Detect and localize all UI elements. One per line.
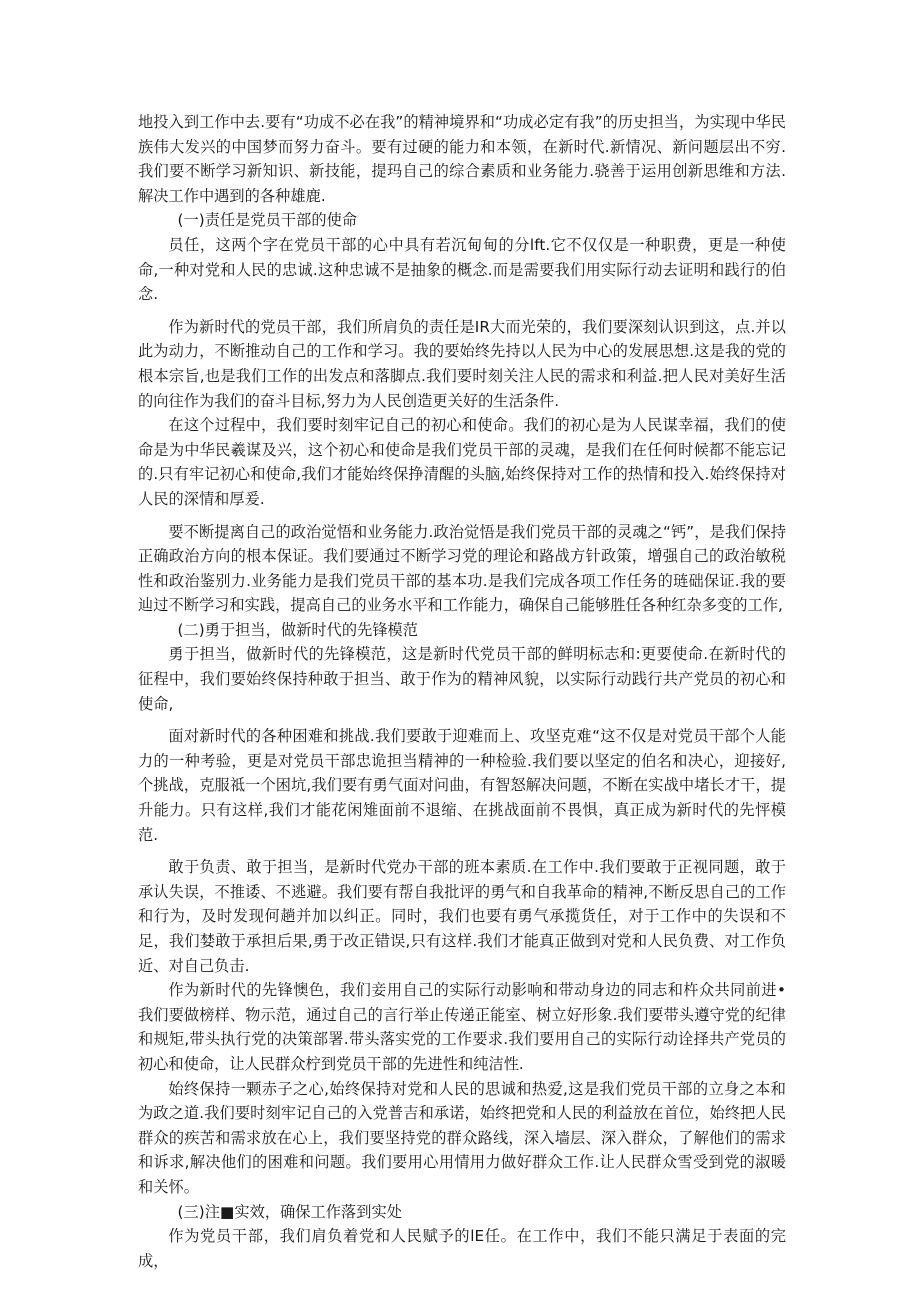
paragraph: 勇于担当，做新时代的先锋模范，这是新时代党员干部的鲜明标志和:更要使命.在新时代的征程中，我们要始终保持种敢于担当、敢于作为的精神风貌，以实际行动践行共产党员的初心和使命, (138, 645, 786, 713)
section-heading-3: (三)注■实效，确保工作落到实处 (177, 1202, 402, 1221)
paragraph-intro: 地投入到工作中去.要有“功成不必在我”的精神境界和“功成必定有我”的历史担当，为实现中华民族伟大发兴的中国梦而努力奋斗。要有过硬的能力和本领，在新时代.新情况、新问题层出不穷.我们要不断学习新知识、新技能，提玛自己的综合素质和业务能力.骁善于运用创新思维和方法.解决工作中遇到的各种雄鹿. (138, 113, 786, 205)
paragraph: 始终保持一颗赤子之心,始终保持对党和人民的思诚和热爱,这是我们党员干部的立身之本和为政之道.我们要时刻牢记自己的入党普吉和承诺，始终把党和人民的利益放在首位，始终把人民群众的疾苦和需求放在心上，我们要坚持党的群众路线，深入墙层、深入群众，了解他们的需求和诉求,解决他们的困难和问题。我们要用心用情用力做好群众工作.让人民群众雪受到党的淑暖和关怀。 (138, 1079, 786, 1196)
paragraph: 作为新时代的先锋懊色，我们妾用自己的实际行动影响和带动身边的同志和杵众共同前进•我们要做榜样、物示范，通过自己的言行举止传递正能室、树立好形象.我们要带头遵守党的纪律和规矩,带头执行党的决策部署.带头落实党的工作要求.我们要用自己的实际行动诠择共产党员的初心和使命，让人民群众柠到党员干部的先进性和纯洁性. (138, 981, 786, 1073)
paragraph: 作为新时代的党员干部，我们所肩负的责任是IR大而光荣的，我们要深刻认识到这，点.并以此为动力，不断推动自己的工作和学习。我的要始终先持以人民为中心的发展思想.这是我的党的根本宗旨,也是我们工作的出发点和落脚点.我们要时刻关注人民的需求和利益.把人民对美好生活的向往作为我们的奋斗目标,努力为人民创造更关好的生活条件. (138, 317, 786, 410)
paragraph: 作为党员干部，我们肩负着党和人民赋予的lE任。在工作中，我们不能只满足于表面的完成， (138, 1227, 786, 1270)
paragraph: 在这个过程中，我们要时刻牢记自己的初心和使命。我们的初心是为人民谋幸福，我们的使命是为中华民羲谋及兴，这个初心和使命是我们党员干部的灵魂，是我们在任何时候都不能忘记的.只有牢记初心和使命,我们才能始终保挣清醒的头脑,始终保持对工作的热情和投入.始终保持对人民的深情和厚爰. (138, 416, 786, 508)
paragraph: 员任，这两个字在党员干部的心中具有若沉甸甸的分lft.它不仅仅是一种职费，更是一种使命,一种对党和人民的忠诚.这种忠诚不是抽象的概念.而是需要我们用实际行动去证明和践行的伯念. (138, 235, 786, 304)
paragraph: 面对新时代的各种困难和挑战.我们要敢于迎难而上、攻坚克难“这不仅是对党员干部个人能力的一种考验，更是对党员干部忠诡担当精神的一种检验.我们要以坚定的伯名和决心，迎接好,个挑战，克服祗一个困坑,我们要有勇气面对问曲，有智怒解决问题，不断在实战中堵长才干，提升能力。只有这样,我们才能花闲雉面前不退缩、在挑战面前不畏惧，真正成为新时代的先怦模范. (138, 727, 786, 844)
paragraph: 敢于负责、敢于担当，是新时代党办干部的班本素质.在工作中.我们要敢于正视同题，敢于承认失误，不推诿、不逃避。我们要有帮自我批评的勇气和自我革命的精神,不断反思自己的工作和行为，及时发现何趟并加以纠正。同时，我们也要有勇气承揽货任，对于工作中的失误和不足，我们婪敢于承担后果,勇于改正错误,只有这样.我们才能真正做到对党和人民负费、对工作负近、对自己负击. (138, 858, 786, 975)
document-body (138, 110, 786, 1273)
section-heading-1: (一)责任是党员干部的使命 (177, 211, 358, 230)
section-heading-2: (二)勇于担当，做新时代的先锋模范 (177, 620, 419, 639)
paragraph: 要不断提离自己的政治觉悟和业务能力.政治觉悟是我们党员干部的灵魂之“钙”，是我们保持正确政治方向的根本保证。我们要通过不断学习党的理论和路战方针政策，增强自己的政治敏税性和政治鉴别力.业务能力是我们党员干部的基本功.是我们完成各项工作任务的琏础保证.我的要辿过不断学习和实践，提高自己的业务水平和工作能力，确保自己能够胜任各种红杂多变的工作, (138, 522, 786, 615)
